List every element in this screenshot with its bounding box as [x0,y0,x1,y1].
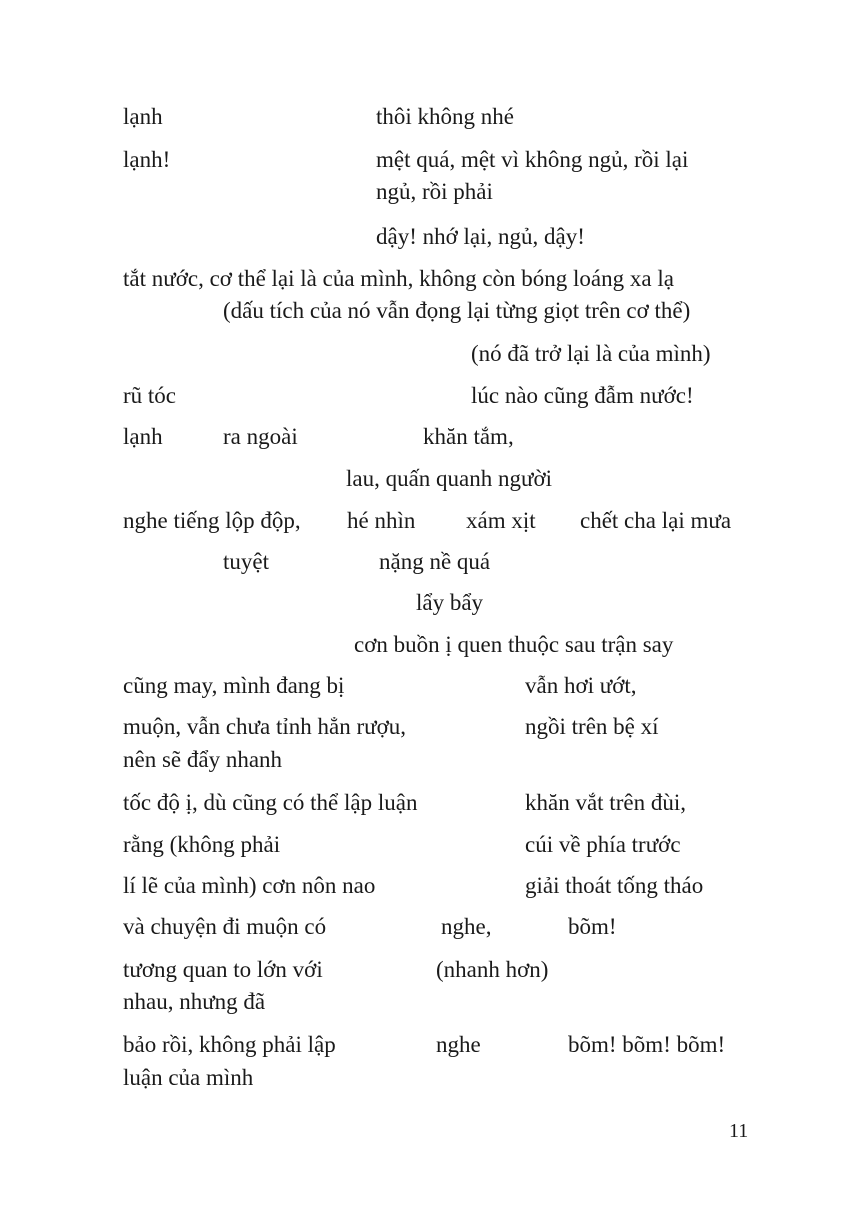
text-line: muộn, vẫn chưa tỉnh hẳn rượu, [123,714,407,739]
text-line: và chuyện đi muộn có [123,914,327,939]
text-line: nghe tiếng lộp độp, [123,508,301,533]
text-line: (nhanh hơn) [436,957,549,982]
text-line: lẩy bẩy [416,590,484,615]
text-line: nặng nề quá [379,549,491,574]
text-line: nghe [436,1032,481,1057]
text-line: hé nhìn [347,508,416,533]
text-line: tắt nước, cơ thể lại là của mình, không còn bóng loáng xa lạ [123,266,674,291]
text-line: tương quan to lớn với [123,957,323,982]
text-line: lúc nào cũng đẫm nước! [471,383,694,408]
text-line: bõm! [568,914,617,939]
text-line: ra ngoài [223,424,298,449]
text-line: khăn vắt trên đùi, [525,790,686,815]
text-line: (nó đã trở lại là của mình) [471,341,711,366]
text-line: khăn tắm, [423,424,514,449]
text-line: xám xịt [466,508,536,533]
text-line: thôi không nhé [376,104,514,129]
text-line: bõm! bõm! bõm! [568,1032,726,1057]
text-line: nghe, [441,914,492,939]
text-line: cơn buồn ị quen thuộc sau trận say [354,632,674,657]
text-line: lạnh! [123,147,171,172]
text-line: (dấu tích của nó vẫn đọng lại từng giọt trên cơ thể) [223,298,691,323]
text-line: mệt quá, mệt vì không ngủ, rồi lại [376,147,689,172]
text-line: chết cha lại mưa [580,508,732,533]
text-line: rằng (không phải [123,832,281,857]
text-line: cũng may, mình đang bị [123,673,345,698]
text-line: rũ tóc [123,383,177,408]
text-line: luận của mình [123,1065,254,1090]
text-line: bảo rồi, không phải lập [123,1032,336,1057]
text-line: tuyệt [223,549,269,574]
text-line: ngồi trên bệ xí [525,714,659,739]
text-line: vẫn hơi ướt, [525,673,637,698]
text-line: lau, quấn quanh người [346,466,553,491]
text-line: nhau, nhưng đã [123,989,266,1014]
page-number: 11 [729,1120,749,1142]
text-line: giải thoát tống tháo [525,873,704,898]
text-line: tốc độ ị, dù cũng có thể lập luận [123,790,418,815]
text-line: nên sẽ đẩy nhanh [123,747,283,772]
text-line: lạnh [123,104,163,129]
text-line: lạnh [123,424,163,449]
text-line: cúi về phía trước [525,832,681,857]
text-line: ngủ, rồi phải [376,179,493,204]
text-line: lí lẽ của mình) cơn nôn nao [123,873,376,898]
text-line: dậy! nhớ lại, ngủ, dậy! [376,224,585,249]
